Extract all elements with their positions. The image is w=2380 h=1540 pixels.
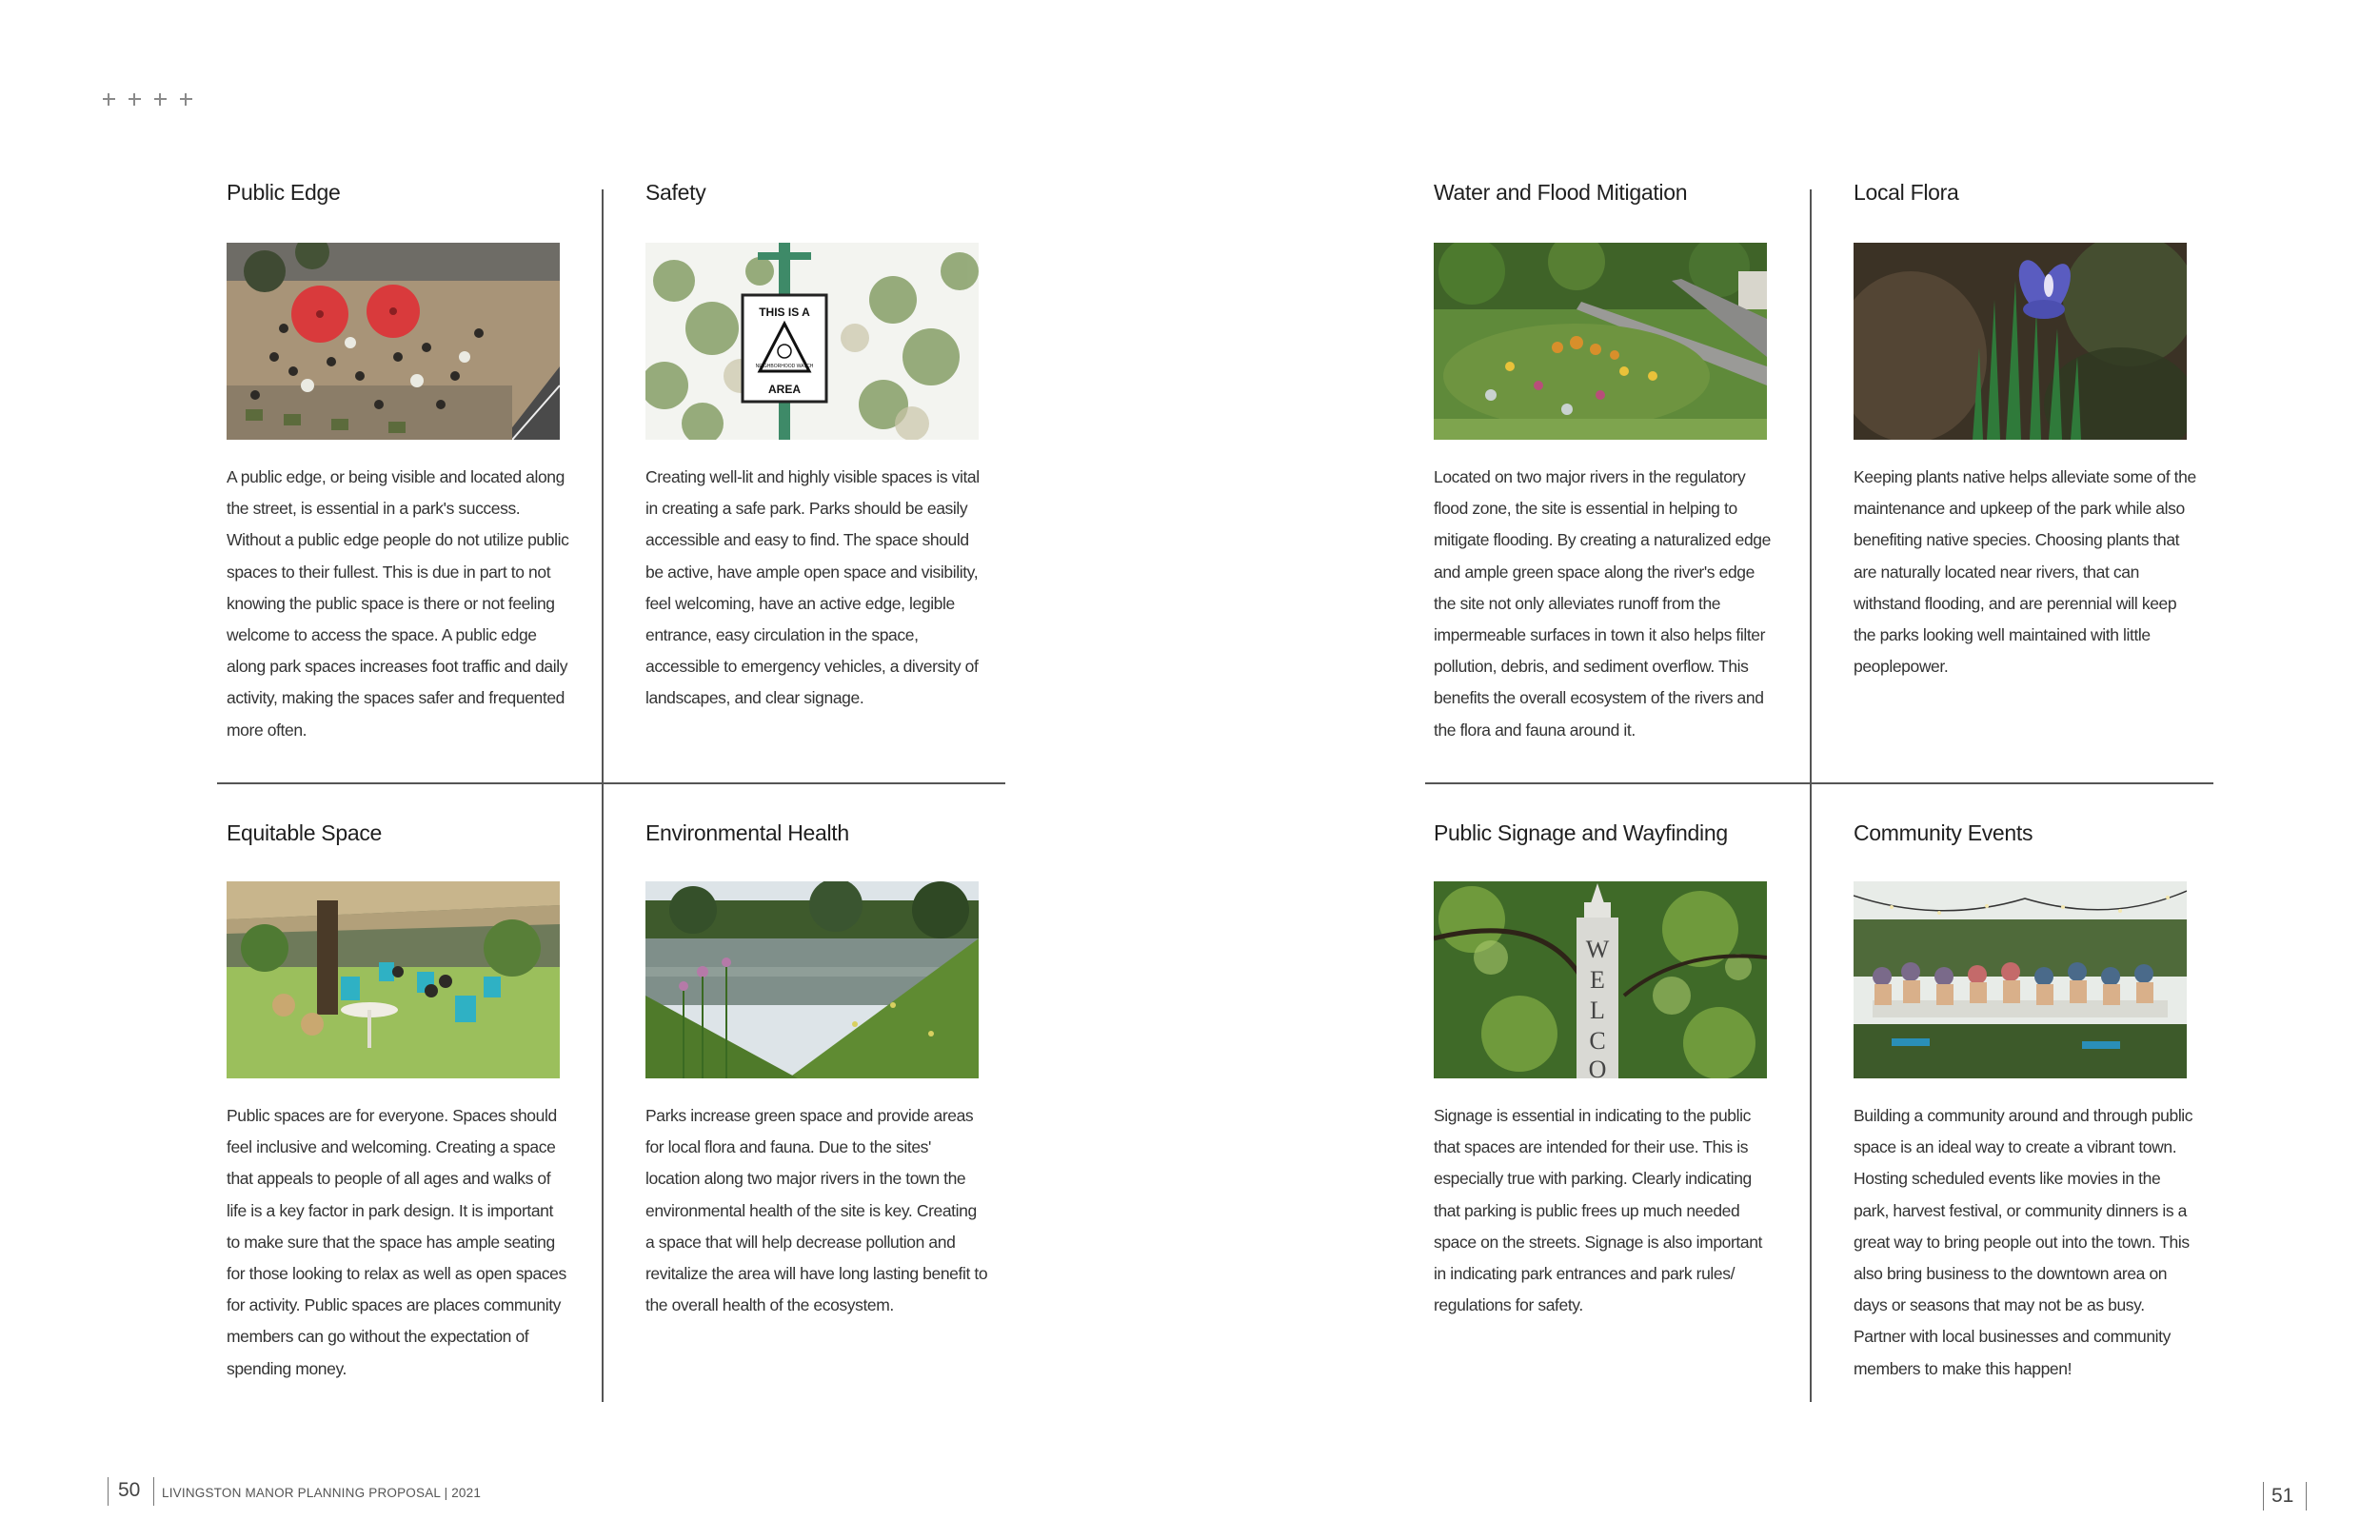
- plus-icon: [103, 93, 115, 106]
- sign-line-1: THIS IS A: [759, 306, 810, 319]
- section-equitable-space: [227, 819, 566, 1378]
- section-title: Water and Flood Mitigation: [1434, 180, 1688, 205]
- section-body: Parks increase green space and provide areas for local flora and fauna. Due to the sites' location along two major rivers in the town the environmental health of the site is key. Creating a space that will help decrease pollution and revitalize the area will have long lasting benefit to the overall health of the ecosystem.: [645, 1106, 988, 1315]
- section-title: Public Signage and Wayfinding: [1434, 820, 1728, 845]
- footer-publication-title: LIVINGSTON MANOR PLANNING PROPOSAL | 2021: [162, 1486, 482, 1500]
- sign-line-3: AREA: [767, 383, 802, 396]
- section-environmental-health: [645, 819, 988, 1315]
- left-page-number: 50: [118, 1479, 141, 1501]
- section-body: Public spaces are for everyone. Spaces should feel inclusive and welcoming. Creating a space that appeals to people of all ages and walks of life is a key factor in park design. It is important to make sure that the space has ample seating for those looking to relax as well as open spaces for activity. Public spaces are places community members can go without the expectation of spending money.: [227, 1106, 566, 1378]
- vertical-divider-right: [1810, 189, 1812, 1402]
- water-flood-photo: [1434, 243, 1767, 440]
- vertical-divider-left: [602, 189, 604, 1402]
- decorative-plus-marks: [103, 93, 192, 106]
- footer-left-bar-2: [153, 1477, 154, 1506]
- plus-icon: [154, 93, 167, 106]
- footer-right-bar-1: [2263, 1482, 2264, 1510]
- right-page-number: 51: [2271, 1485, 2294, 1507]
- section-body: Building a community around and through public space is an ideal way to create a vibrant town. Hosting scheduled events like movies in the park, harvest festival, or community dinners is a great way to bring people out into the town. This also bring business to the downtown area on days or seasons that may not be as busy. Partner with local businesses and community members to make this happen!: [1854, 1106, 2193, 1378]
- footer-right-bar-2: [2306, 1482, 2307, 1510]
- environmental-health-photo: [645, 881, 979, 1078]
- section-community-events: [1854, 819, 2193, 1378]
- section-title: Safety: [645, 180, 706, 205]
- section-safety: [645, 179, 981, 708]
- public-edge-photo: [227, 243, 560, 440]
- section-body: Keeping plants native helps alleviate some of the maintenance and upkeep of the park while also benefiting native species. Choosing plants that are naturally located near rivers, that can withstand flooding, and are perennial will keep the parks looking well maintained with little peoplepower.: [1854, 467, 2196, 677]
- section-body: A public edge, or being visible and located along the street, is essential in a park's success. Without a public edge people do not utilize public spaces to their fullest. This is due in part to not knowing the public space is there or not feeling welcome to access the space. A public edge along park spaces increases foot traffic and daily activity, making the spaces safer and frequented more often.: [227, 467, 569, 740]
- community-events-photo: [1854, 881, 2187, 1078]
- plus-icon: [180, 93, 192, 106]
- section-body: Creating well-lit and highly visible spaces is vital in creating a safe park. Parks should be easily accessible and easy to find. The space should be active, have ample open space and visibility, feel welcoming, have an active edge, legible entrance, easy circulation in the space, accessible to emergency vehicles, a diversity of landscapes, and clear signage.: [645, 467, 980, 708]
- section-title: Local Flora: [1854, 180, 1959, 205]
- sign-letter: L: [1590, 997, 1605, 1024]
- sign-letter: E: [1590, 966, 1605, 994]
- signage-photo: [1434, 881, 1767, 1078]
- section-title: Community Events: [1854, 820, 2033, 845]
- section-body: Located on two major rivers in the regulatory flood zone, the site is essential in helping to mitigate flooding. By creating a naturalized edge and ample green space along the river's edge the site not only alleviates runoff from the impermeable surfaces in town it also helps filter pollution, debris, and sediment overflow. This benefits the overall ecosystem of the rivers and the flora and fauna around it.: [1434, 467, 1771, 740]
- equitable-space-photo: [227, 881, 560, 1078]
- section-water-flood-mitigation: [1434, 179, 1771, 740]
- sign-letter: W: [1585, 936, 1610, 963]
- section-local-flora: [1854, 179, 2196, 677]
- local-flora-photo: [1854, 243, 2187, 440]
- section-title: Environmental Health: [645, 820, 849, 845]
- sign-letter: O: [1588, 1056, 1607, 1078]
- sign-line-2: NEIGHBORHOOD WATCH: [755, 364, 814, 369]
- footer-left-bar-1: [108, 1477, 109, 1506]
- section-public-edge: [227, 179, 569, 740]
- section-body: Signage is essential in indicating to the public that spaces are intended for their use. This is especially true with parking. Clearly indicating that parking is public frees up much needed space on the streets. Signage is also important in indicating park entrances and park rules/ regulations for safety.: [1434, 1106, 1763, 1315]
- sign-letter: C: [1589, 1027, 1606, 1055]
- section-title: Equitable Space: [227, 820, 383, 845]
- section-title: Public Edge: [227, 180, 341, 205]
- section-public-signage-wayfinding: [1434, 819, 1769, 1315]
- horizontal-divider-left: [217, 782, 1005, 784]
- horizontal-divider-right: [1425, 782, 2213, 784]
- plus-icon: [129, 93, 141, 106]
- safety-photo: [645, 243, 979, 440]
